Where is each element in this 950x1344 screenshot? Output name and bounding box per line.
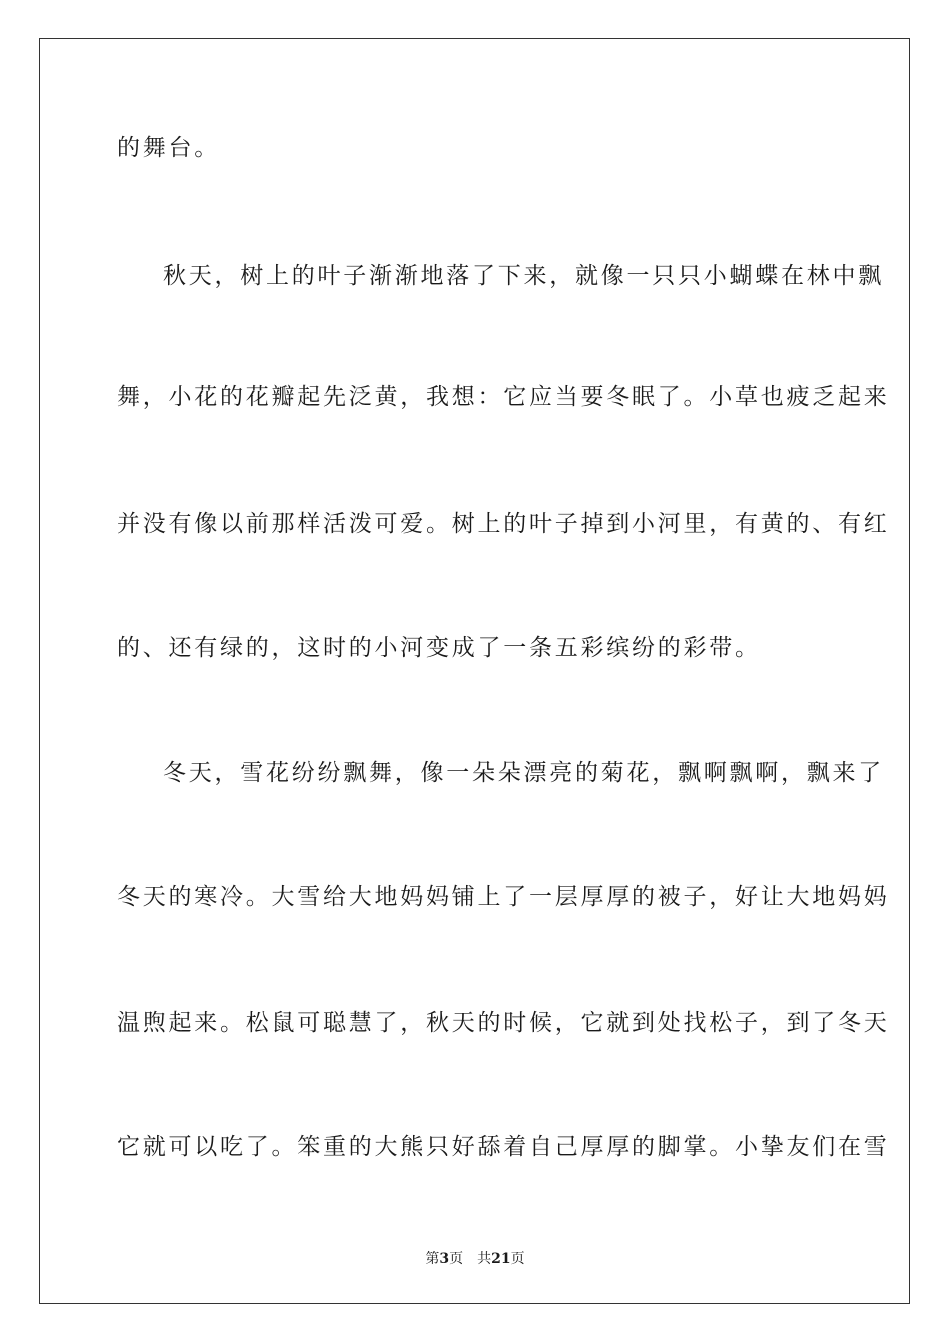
text-line-6: 冬天，雪花纷纷飘舞，像一朵朵漂亮的菊花，飘啊飘啊，飘来了 [163, 760, 884, 786]
text-line-4: 并没有像以前那样活泼可爱。树上的叶子掉到小河里，有黄的、有红 [117, 511, 890, 537]
footer-total-prefix: 共 [477, 1251, 492, 1267]
text-line-1: 的舞台。 [117, 135, 220, 161]
footer-total-number: 21 [491, 1251, 511, 1267]
text-line-8: 温煦起来。松鼠可聪慧了，秋天的时候，它就到处找松子，到了冬天 [117, 1010, 890, 1036]
text-line-3: 舞，小花的花瓣起先泛黄，我想：它应当要冬眠了。小草也疲乏起来 [117, 384, 890, 410]
text-line-7: 冬天的寒冷。大雪给大地妈妈铺上了一层厚厚的被子，好让大地妈妈 [117, 884, 890, 910]
text-line-5: 的、还有绿的，这时的小河变成了一条五彩缤纷的彩带。 [117, 635, 761, 661]
text-line-9: 它就可以吃了。笨重的大熊只好舔着自己厚厚的脚掌。小挚友们在雪 [117, 1134, 890, 1160]
page-border [39, 38, 910, 1304]
footer-total-suffix: 页 [510, 1251, 525, 1267]
text-line-2: 秋天，树上的叶子渐渐地落了下来，就像一只只小蝴蝶在林中飘 [163, 263, 884, 289]
footer-page-number: 3 [439, 1251, 450, 1267]
page-footer [0, 1248, 950, 1268]
footer-page-suffix: 页 [449, 1251, 464, 1267]
footer-page-prefix: 第 [425, 1251, 440, 1267]
